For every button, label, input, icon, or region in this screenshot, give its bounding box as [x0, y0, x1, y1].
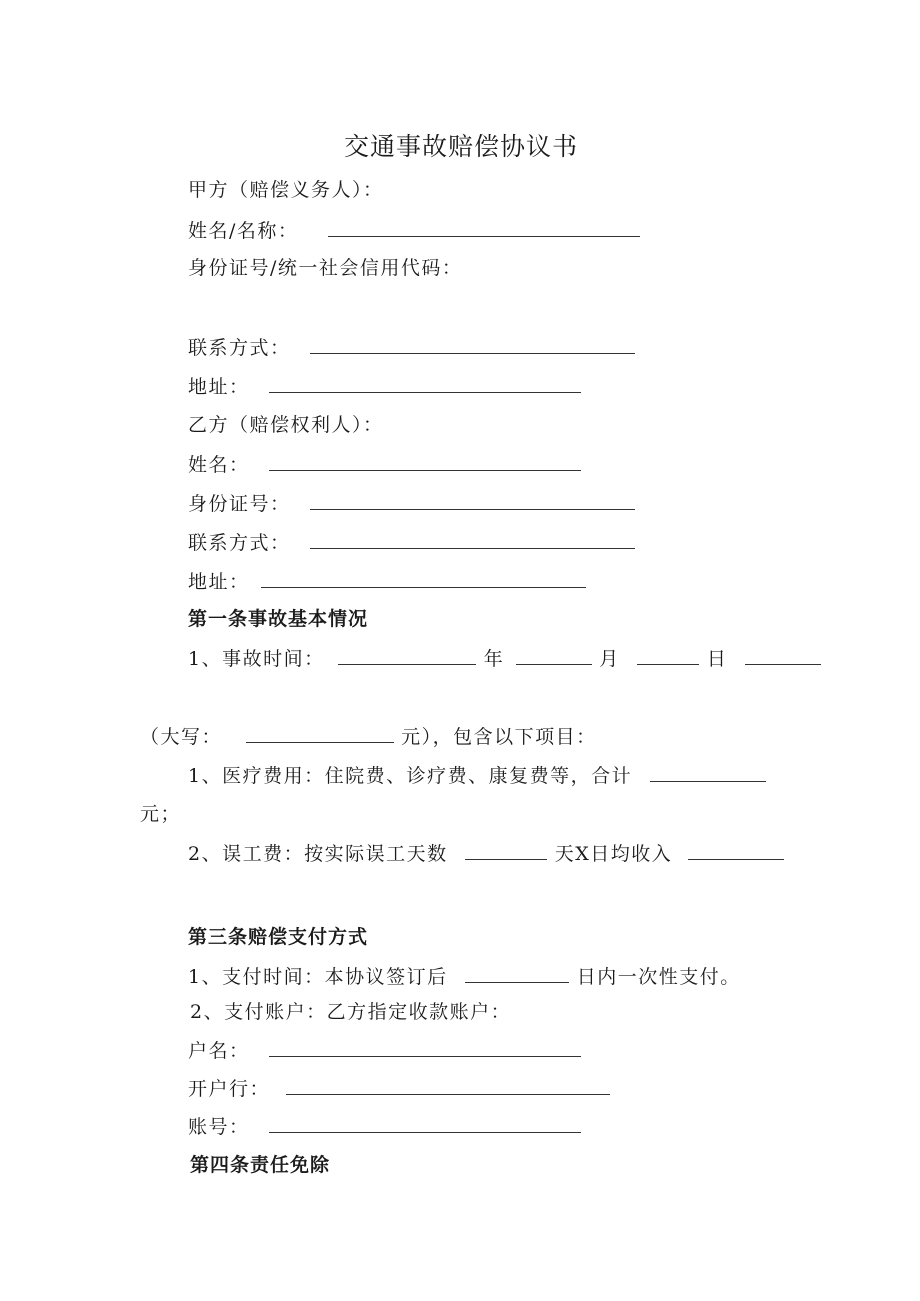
pay-days-blank[interactable]	[465, 964, 569, 983]
article-4-heading: 第四条责任免除	[190, 1154, 331, 1176]
party-b-heading: 乙方（赔偿权利人）：	[188, 414, 384, 436]
pay-time-suffix: 日内一次性支付。	[576, 966, 741, 988]
party-b-id-blank[interactable]	[310, 491, 635, 510]
bank-row	[188, 1076, 610, 1101]
accident-time-label: 1、事故时间：	[188, 648, 325, 670]
party-a-contact-label: 联系方式：	[188, 337, 291, 359]
day-blank[interactable]	[637, 646, 699, 665]
party-b-contact-label: 联系方式：	[188, 532, 291, 554]
account-no-label: 账号：	[188, 1116, 250, 1138]
party-b-address-row	[188, 569, 586, 594]
bank-blank[interactable]	[286, 1076, 610, 1095]
year-blank[interactable]	[338, 646, 476, 665]
party-b-name-row	[188, 452, 581, 477]
account-name-row	[188, 1038, 581, 1063]
account-name-label: 户名：	[188, 1040, 250, 1062]
pay-time-row	[188, 964, 741, 989]
medical-fee-label: 1、医疗费用：住院费、诊疗费、康复费等，合计	[188, 765, 633, 787]
month-blank[interactable]	[516, 646, 592, 665]
party-a-contact-blank[interactable]	[310, 335, 635, 354]
daily-income-blank[interactable]	[688, 841, 784, 860]
party-b-contact-blank[interactable]	[310, 530, 635, 549]
party-a-name-row	[188, 218, 640, 243]
party-a-heading: 甲方（赔偿义务人）：	[188, 179, 384, 201]
party-a-name-label: 姓名/名称：	[188, 220, 299, 242]
party-b-address-label: 地址：	[188, 571, 250, 593]
lost-days-blank[interactable]	[465, 841, 547, 860]
party-b-address-blank[interactable]	[261, 569, 586, 588]
day-label: 日	[706, 648, 728, 670]
medical-fee-blank[interactable]	[650, 763, 766, 782]
party-a-address-blank[interactable]	[269, 374, 581, 393]
lost-wages-row	[188, 841, 784, 866]
lost-wages-label: 2、误工费：按实际误工天数	[188, 843, 448, 865]
party-b-id-label: 身份证号：	[188, 493, 291, 515]
party-a-address-label: 地址：	[188, 376, 250, 398]
accident-time-row	[188, 646, 821, 671]
amount-open-label: （大写：	[140, 726, 223, 748]
amount-uppercase-row	[140, 724, 597, 749]
account-no-blank[interactable]	[269, 1114, 581, 1133]
account-no-row	[188, 1114, 581, 1139]
bank-label: 开户行：	[188, 1078, 271, 1100]
amount-uppercase-blank[interactable]	[246, 724, 394, 743]
month-label: 月	[599, 648, 620, 670]
party-b-name-label: 姓名：	[188, 454, 250, 476]
time-extra-blank[interactable]	[745, 646, 821, 665]
year-label: 年	[483, 648, 505, 670]
party-b-id-row	[188, 491, 635, 516]
document-title: 交通事故赔偿协议书	[344, 132, 579, 161]
party-a-address-row	[188, 374, 581, 399]
party-a-contact-row	[188, 335, 635, 360]
lost-wages-mid-label: 天X日均收入	[554, 843, 673, 865]
medical-fee-row	[188, 763, 766, 788]
party-b-contact-row	[188, 530, 635, 555]
article-1-heading: 第一条事故基本情况	[188, 608, 369, 630]
party-a-name-blank[interactable]	[328, 218, 640, 237]
medical-fee-unit: 元；	[140, 803, 182, 825]
account-name-blank[interactable]	[269, 1038, 581, 1057]
amount-close-label: 元），包含以下项目：	[401, 726, 597, 748]
pay-account-label: 2、支付账户：乙方指定收款账户：	[190, 1001, 512, 1023]
article-3-heading: 第三条赔偿支付方式	[188, 926, 369, 948]
party-a-id-label: 身份证号/统一社会信用代码：	[188, 257, 463, 279]
pay-time-label: 1、支付时间：本协议签订后	[188, 966, 448, 988]
party-b-name-blank[interactable]	[269, 452, 581, 471]
